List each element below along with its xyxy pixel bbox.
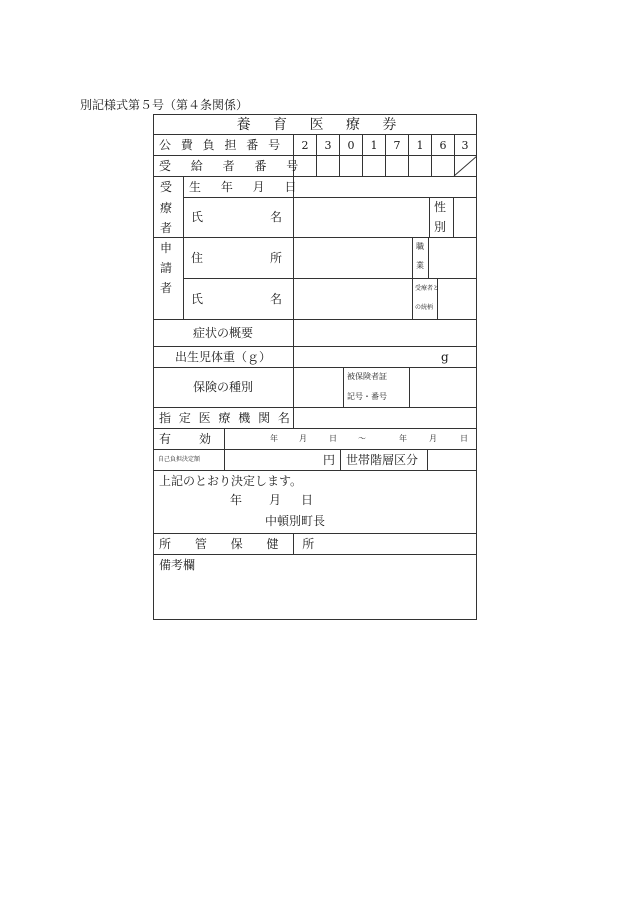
validity-label-second: 効	[199, 432, 212, 446]
insured-card-label-line: 記号・番号	[347, 392, 387, 401]
health-center-field[interactable]	[297, 536, 473, 552]
decision-statement: 上記のとおり決定します。	[159, 474, 303, 488]
patient-group-label-char: 者	[160, 221, 173, 235]
form-title: 養 育 医 療 券	[236, 117, 406, 133]
validity-from-year: 年	[270, 434, 278, 443]
applicant-group-label-char: 申	[160, 241, 173, 255]
applicant-name-label-second: 名	[270, 292, 283, 306]
patient-name-label-second: 名	[270, 210, 283, 224]
decision-date-month: 月	[269, 493, 282, 507]
applicant-name-field[interactable]	[297, 282, 409, 316]
insured-card-label-line: 被保険者証	[347, 372, 387, 381]
insurance-type-field[interactable]	[297, 370, 340, 404]
recipient-number-field[interactable]	[299, 158, 453, 174]
recipient-number-label: 受 給 者 番 号	[159, 159, 307, 173]
applicant-name-label-first: 氏	[191, 292, 204, 306]
validity-to-year: 年	[399, 434, 407, 443]
birth-weight-unit: g	[441, 350, 449, 364]
medical-institution-label: 指 定 医 療 機 関 名	[159, 411, 292, 425]
insurance-type-label: 保険の種別	[192, 380, 254, 394]
validity-label-first: 有	[159, 432, 172, 446]
public-burden-digit: 0	[347, 139, 355, 152]
birth-weight-field[interactable]	[297, 349, 437, 365]
yen-unit: 円	[323, 453, 336, 467]
public-burden-digit: 2	[301, 139, 309, 152]
occupation-label-char: 業	[416, 261, 424, 270]
patient-name-label-first: 氏	[191, 210, 204, 224]
copay-amount-field[interactable]	[228, 452, 318, 468]
household-class-field[interactable]	[430, 452, 474, 468]
patient-name-field[interactable]	[297, 201, 425, 233]
relation-label-line: 受療者と	[415, 285, 440, 292]
household-class-label: 世帯階層区分	[346, 453, 419, 467]
decision-date-day: 日	[301, 493, 314, 507]
public-burden-digit: 1	[370, 139, 378, 152]
insured-card-number-field[interactable]	[413, 370, 474, 404]
validity-tilde: ～	[358, 434, 366, 443]
birthdate-field[interactable]	[297, 179, 473, 195]
remarks-label: 備考欄	[159, 558, 196, 572]
applicant-group-label-char: 請	[160, 261, 173, 275]
public-burden-digit: 1	[416, 139, 424, 152]
medical-care-certificate-form	[153, 114, 477, 620]
occupation-label-char: 職	[416, 242, 424, 251]
address-label-second: 所	[270, 251, 283, 265]
symptoms-field[interactable]	[297, 322, 473, 344]
public-burden-number-label: 公 費 負 担 番 号	[159, 138, 284, 152]
validity-from-month: 月	[299, 434, 307, 443]
sex-label-char: 別	[434, 220, 447, 234]
copay-label: 自己負担決定額	[158, 456, 201, 463]
health-center-label: 所 管 保 健 所	[159, 537, 325, 551]
address-label-first: 住	[191, 251, 204, 265]
birth-weight-label: 出生児体重（ｇ）	[174, 350, 272, 364]
validity-from-day: 日	[329, 434, 337, 443]
applicant-group-label-char: 者	[160, 281, 173, 295]
sex-label-char: 性	[434, 200, 447, 214]
mayor-signature: 中頓別町長	[265, 514, 326, 528]
medical-institution-field[interactable]	[297, 410, 473, 426]
occupation-field[interactable]	[432, 241, 474, 275]
relation-label-line: の続柄	[415, 304, 434, 311]
validity-to-day: 日	[460, 434, 468, 443]
sex-field[interactable]	[456, 201, 474, 233]
symptoms-label: 症状の概要	[192, 326, 254, 340]
relation-field[interactable]	[441, 282, 474, 316]
remarks-field[interactable]	[157, 574, 473, 616]
form-caption: 別記様式第５号（第４条関係）	[80, 98, 249, 112]
decision-date-year: 年	[230, 493, 243, 507]
validity-to-month: 月	[429, 434, 437, 443]
patient-group-label-char: 受	[160, 180, 173, 194]
public-burden-digit: 3	[324, 139, 332, 152]
public-burden-digit: 3	[461, 139, 469, 152]
public-burden-digit: 6	[439, 139, 447, 152]
address-field[interactable]	[297, 241, 409, 275]
patient-group-label-char: 療	[160, 201, 173, 215]
public-burden-digit: 7	[393, 139, 401, 152]
birthdate-label: 生 年 月 日	[189, 180, 305, 194]
